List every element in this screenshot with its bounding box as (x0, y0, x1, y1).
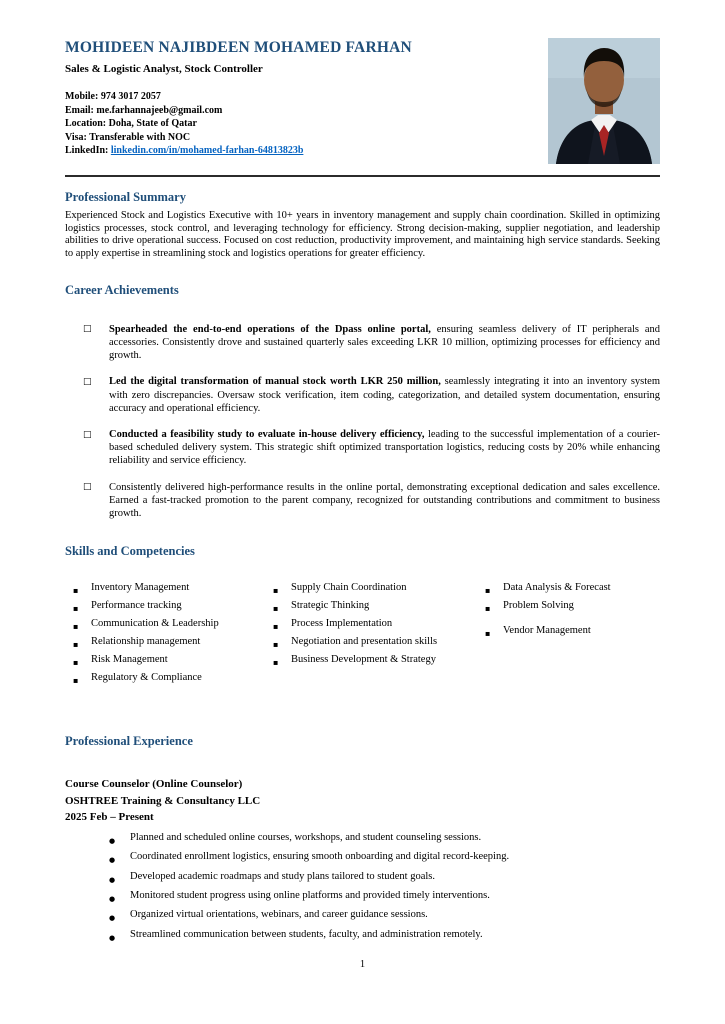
profile-photo (548, 38, 660, 164)
contact-linkedin-label: LinkedIn: (65, 145, 109, 156)
small-square-bullet-icon: ▪ (73, 622, 79, 632)
achievement-text: Consistently delivered high-performance results in the online portal, demonstrating exceptional dedication and sales excellence. Earned a fast-tracked promotion to the parent company, recognized for outstanding contributions and commitment to business growth. (109, 481, 660, 520)
skill-item: ▪ Relationship management (73, 634, 273, 652)
skills-heading: Skills and Competencies (65, 544, 195, 559)
header (65, 38, 660, 164)
achievement-text: Led the digital transformation of manual stock worth LKR 250 million, seamlessly integrating it into an inventory system with zero discrepancies. Oversaw stock verification, item coding, categorization, and detailed system documentation, ensuring accuracy and operational efficiency. (109, 376, 660, 414)
dot-bullet-icon: ● (109, 933, 116, 942)
skills-column-1 (73, 580, 273, 688)
small-square-bullet-icon: ▪ (485, 629, 491, 639)
contact-location (65, 117, 528, 131)
small-square-bullet-icon: ▪ (273, 658, 279, 668)
skill-item: ▪ Performance tracking (73, 598, 273, 616)
small-square-bullet-icon: ▪ (273, 586, 279, 596)
job-duty-item: ● Organized virtual orientations, webinars, and career guidance sessions. (109, 907, 660, 926)
small-square-bullet-icon: ▪ (73, 604, 79, 614)
small-square-bullet-icon: ▪ (273, 640, 279, 650)
job-duty-item: ● Streamlined communication between students, faculty, and administration remotely. (109, 927, 660, 946)
small-square-bullet-icon: ▪ (485, 586, 491, 596)
skill-item: ▪ Risk Management (73, 652, 273, 670)
achievements-heading: Career Achievements (65, 282, 179, 297)
job-company: OSHTREE Training & Consultancy LLC (65, 794, 261, 807)
job-duty-item: ● Coordinated enrollment logistics, ensuring smooth onboarding and digital record-keeping. (109, 849, 660, 868)
contact-email (65, 104, 528, 118)
experience-heading: Professional Experience (65, 734, 193, 749)
skills-column-2 (273, 580, 485, 688)
contact-visa-value: Transferable with NOC (89, 131, 191, 143)
job-duties-list (109, 830, 660, 946)
achievement-item (65, 375, 660, 415)
skill-item: ▪ Strategic Thinking (273, 598, 485, 616)
skills-columns (65, 580, 660, 688)
achievement-item (65, 481, 660, 521)
header-left (65, 38, 548, 158)
dot-bullet-icon: ● (109, 836, 116, 845)
section-professional-summary (65, 177, 660, 261)
contact-mobile-value: 974 3017 2057 (100, 91, 161, 102)
page-footer (65, 959, 660, 998)
square-bullet-icon: □ (83, 429, 92, 440)
summary-text: Experienced Stock and Logistics Executive with 10+ years in inventory management and supply chain coordination. Skilled in optimizing logistics processes, stock control, and leveraging technology for efficiency. Strong decision-making, supplier negotiation, and leadership abilities to drive operational success. Focused on cost reduction, productivity improvement, and maintaining high service standards. Seeking to apply expertise in streamlining stock and logistics operations for greater efficiency. (65, 210, 660, 260)
skill-item: ▪ Regulatory & Compliance (73, 670, 273, 688)
contact-location-label: Location: (65, 118, 107, 129)
skill-item: ▪ Negotiation and presentation skills (273, 634, 485, 652)
achievement-item (65, 428, 660, 468)
job-duty-item: ● Developed academic roadmaps and study plans tailored to student goals. (109, 869, 660, 888)
person-name: MOHIDEEN NAJIBDEEN MOHAMED FARHAN (65, 39, 412, 56)
contact-mobile (65, 90, 528, 104)
contact-visa (65, 131, 528, 145)
small-square-bullet-icon: ▪ (273, 604, 279, 614)
skill-item: ▪ Communication & Leadership (73, 616, 273, 634)
contact-block (65, 90, 528, 158)
job-duty-item: ● Planned and scheduled online courses, workshops, and student counseling sessions. (109, 830, 660, 849)
section-professional-experience (65, 688, 660, 946)
summary-heading: Professional Summary (65, 190, 186, 204)
skill-item: ▪ Problem Solving (485, 598, 660, 616)
small-square-bullet-icon: ▪ (273, 622, 279, 632)
contact-linkedin (65, 144, 528, 158)
skill-item: ▪ Business Development & Strategy (273, 652, 485, 670)
skill-item: ▪ Data Analysis & Forecast (485, 580, 660, 598)
dot-bullet-icon: ● (109, 894, 116, 903)
dot-bullet-icon: ● (109, 914, 116, 923)
small-square-bullet-icon: ▪ (73, 640, 79, 650)
profile-photo-image (548, 38, 660, 164)
contact-visa-label: Visa: (65, 131, 87, 143)
contact-email-value: me.farhannajeeb@gmail.com (96, 104, 223, 116)
achievements-list (65, 323, 660, 520)
achievement-text: Conducted a feasibility study to evaluate in-house delivery efficiency, leading to the successful implementation of a courier-based scheduled delivery system. This strategic shift optimized transportation logistics, reducing costs by 20% while enhancing reliability and service efficiency. (109, 429, 660, 467)
skills-column-3 (485, 580, 660, 688)
small-square-bullet-icon: ▪ (485, 604, 491, 614)
job-duty-item: ● Monitored student progress using online platforms and provided timely interventions. (109, 888, 660, 907)
square-bullet-icon: □ (83, 324, 92, 335)
dot-bullet-icon: ● (109, 856, 116, 865)
skill-item: ▪ Inventory Management (73, 580, 273, 598)
job-role: Course Counselor (Online Counselor) (65, 778, 243, 791)
section-career-achievements (65, 261, 660, 520)
skill-item: ▪ Process Implementation (273, 616, 485, 634)
achievement-item (65, 323, 660, 363)
job-entry (65, 776, 660, 946)
square-bullet-icon: □ (83, 482, 92, 493)
contact-location-value: Doha, State of Qatar (108, 118, 197, 129)
linkedin-link[interactable]: linkedin.com/in/mohamed-farhan-64813823b (110, 145, 304, 156)
skill-item: ▪ Supply Chain Coordination (273, 580, 485, 598)
page-number: 1 (359, 959, 366, 970)
small-square-bullet-icon: ▪ (73, 586, 79, 596)
small-square-bullet-icon: ▪ (73, 658, 79, 668)
achievement-text: Spearheaded the end-to-end operations of the Dpass online portal, ensuring seamless delivery of IT peripherals and accessories. Consistently drove and sustained quarterly sales exceeding LKR 10 million, optimizing processes for efficiency and growth. (109, 323, 660, 362)
dot-bullet-icon: ● (109, 875, 116, 884)
job-title: Sales & Logistic Analyst, Stock Controller (65, 63, 263, 75)
contact-mobile-label: Mobile: (65, 91, 99, 102)
section-skills (65, 520, 660, 688)
small-square-bullet-icon: ▪ (73, 676, 79, 686)
contact-email-label: Email: (65, 104, 94, 116)
job-period: 2025 Feb – Present (65, 811, 154, 824)
skill-item: ▪ Vendor Management (485, 623, 660, 641)
square-bullet-icon: □ (83, 376, 92, 387)
